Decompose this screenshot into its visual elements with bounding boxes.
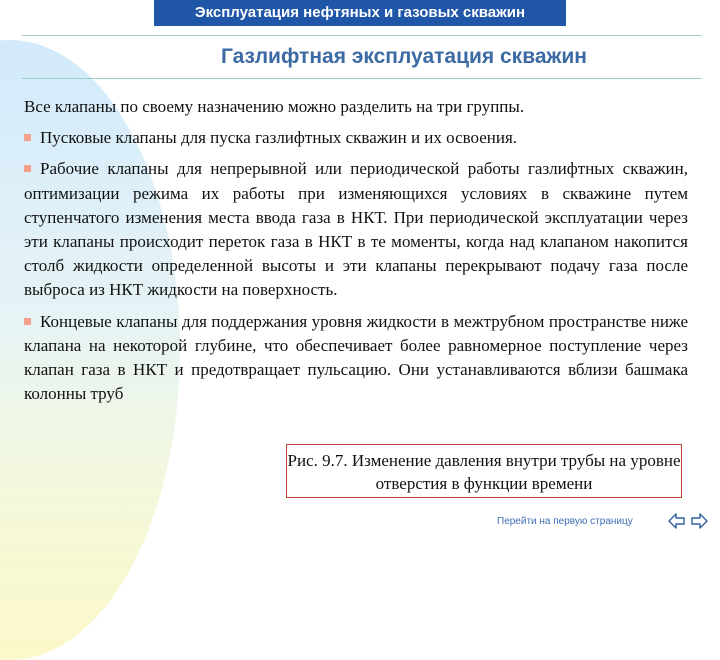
first-page-link[interactable]: Перейти на первую страницу [497,516,633,527]
slide-title: Газлифтная эксплуатация скважин [220,45,587,68]
bullet-square-icon [24,134,31,141]
bullet-square-icon [24,165,31,172]
figure-caption: Рис. 9.7. Изменение давления внутри трубы на уровне отверстия в функции времени [286,444,682,498]
header-title: Эксплуатация нефтяных и газовых скважин [154,0,566,26]
intro-text: Все клапаны по своему назначению можно разделить на три группы. [24,97,525,116]
bullet-item-working-valves [24,157,688,302]
arrow-right-icon[interactable] [692,514,707,528]
bullet-text: Концевые клапаны для поддержания уровня жидкости в межтрубном пространстве ниже клапана на некоторой глубине, что обеспечивает более равномерное поступление через клапан газа в НКТ и предотвращает пульсацию. Они устанавливаются вблизи башмака колонны труб [24,311,688,404]
bullet-item-starting-valves [24,126,688,150]
bullet-item-end-valves [24,310,688,407]
bullet-text: Пусковые клапаны для пуска газлифтных скважин и их освоения. [40,128,518,148]
bullet-text: Рабочие клапаны для непрерывной или периодической работы газлифтных скважин, оптимизации режима их работы при изменяющихся условиях в скважине путем ступенчатого изменения места ввода газа в НКТ. При периодической эксплуатации через эти клапаны происходит переток газа в НКТ в те моменты, когда над клапаном накопится столб жидкости определенной высоты и эти клапаны перекрывают подачу газа после выброса из НКТ жидкости на поверхность. [24,159,688,300]
divider-top [22,35,702,36]
divider-bottom [22,78,702,79]
arrow-left-icon[interactable] [669,514,684,528]
nav-arrows [668,511,708,531]
bullet-square-icon [24,318,31,325]
slide-body [24,95,688,413]
